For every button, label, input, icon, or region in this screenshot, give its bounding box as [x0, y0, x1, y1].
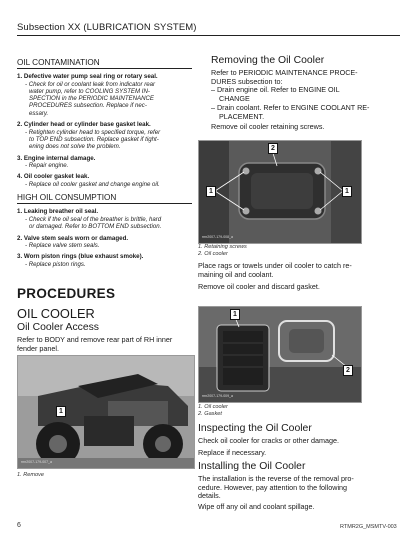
- oil-contamination-item-line: - Repair engine.: [25, 162, 69, 170]
- removing-line-2: DURES subsection to:: [211, 76, 283, 86]
- high-oil-item-title: 2. Valve stem seals worn or damaged.: [17, 234, 129, 242]
- fig1-captions: [198, 244, 247, 257]
- removing-bullet-2b: PLACEMENT.: [219, 111, 265, 121]
- oil-cooler-heading: OIL COOLER: [17, 306, 95, 321]
- installing-line-1: The installation is the reverse of the removal pro-: [198, 474, 354, 483]
- atv-callout-1: 1: [56, 406, 66, 417]
- installing-paragraph: [198, 475, 406, 512]
- oil-contamination-item: [17, 173, 192, 188]
- high-oil-item: [17, 253, 192, 268]
- mid-line-2: maining oil and coolant.: [198, 269, 274, 279]
- fig1-caption-2: 2. Oil cooler: [198, 250, 228, 257]
- removing-bullet-1b: CHANGE: [219, 94, 250, 104]
- atv-photo: [17, 355, 195, 469]
- high-oil-item-line: or damaged. Refer to BOTTOM END subsection.: [29, 223, 162, 231]
- header-rule: [17, 35, 400, 36]
- removing-paragraph: [211, 69, 401, 132]
- document-code: RTMR2G_MSMTV-003: [340, 524, 397, 530]
- mid-line-1: Place rags or towels under oil cooler to catch re-: [198, 261, 352, 270]
- fig1-callout-2: 2: [268, 143, 278, 154]
- left-column: [17, 58, 192, 272]
- inspecting-line-1: Check oil cooler for cracks or other damage.: [198, 436, 340, 445]
- removing-after: Remove oil cooler retaining screws.: [211, 122, 325, 132]
- oil-contamination-item-title: 2. Cylinder head or cylinder base gasket leak.: [17, 121, 151, 129]
- fig1-callout-1-left: 1: [206, 186, 216, 197]
- removing-bullet-1a: – Drain engine oil. Refer to ENGINE OIL: [211, 85, 340, 95]
- inspecting-heading: Inspecting the Oil Cooler: [198, 423, 312, 434]
- fig2-captions: [198, 404, 228, 417]
- fig1-caption-1: 1. Retaining screws: [198, 244, 247, 250]
- inspecting-line-2: Replace if necessary.: [198, 447, 267, 457]
- fig2-callout-1: 1: [230, 309, 240, 320]
- oil-contamination-item-line: to TOP END subsection. Replace gasket if tight-: [29, 135, 159, 143]
- page-number: 6: [17, 522, 21, 529]
- oil-contamination-item-title: 1. Defective water pump seal ring or rotary seal.: [17, 73, 158, 80]
- atv-illustration: [18, 356, 194, 468]
- high-oil-item-title: 3. Worn piston rings (blue exhaust smoke).: [17, 253, 144, 261]
- oil-contamination-item-line: - Check for oil or coolant leak from indicator rear: [25, 80, 156, 88]
- access-line-1: Refer to BODY and remove rear part of RH inner: [17, 335, 173, 344]
- oil-contamination-item-line: - Retighten cylinder head to specified torque, refer: [25, 128, 161, 136]
- access-line-2: fender panel.: [17, 343, 59, 353]
- installing-line-4: Wipe off any oil and coolant spillage.: [198, 502, 315, 512]
- oil-cooler-screws-photo: [198, 140, 362, 244]
- oil-contamination-item-line: - Replace oil cooler gasket and change engine oil.: [25, 181, 160, 189]
- oil-contamination-heading: OIL CONTAMINATION: [17, 58, 192, 69]
- fig-code-atv: rmr2007-179-007_a: [21, 460, 52, 464]
- access-paragraph: [17, 336, 195, 353]
- high-oil-item-line: - Replace piston rings.: [25, 261, 86, 269]
- fig2-caption-1: 1. Oil cooler: [198, 404, 228, 410]
- high-oil-item-line: - Replace valve stem seals.: [25, 242, 100, 250]
- oil-contamination-item-title: 3. Engine internal damage.: [17, 154, 96, 162]
- fig2-callout-2: 2: [343, 365, 353, 376]
- installing-line-3: details.: [198, 491, 221, 501]
- fig1-callout-1-right: 1: [342, 186, 352, 197]
- high-oil-item: [17, 208, 192, 230]
- fig1-code: rmr2007-179-008_a: [202, 235, 233, 239]
- high-oil-list: [17, 208, 192, 268]
- oil-contamination-item: [17, 73, 192, 117]
- mid-paragraph: [198, 262, 403, 292]
- oil-contamination-item-line: essary.: [29, 109, 49, 117]
- fig2-caption-2: 2. Gasket: [198, 410, 222, 417]
- oil-contamination-item-title: 4. Oil cooler gasket leak.: [17, 173, 90, 181]
- removing-heading: Removing the Oil Cooler: [211, 55, 325, 66]
- oil-contamination-item: [17, 121, 192, 150]
- installing-heading: Installing the Oil Cooler: [198, 461, 306, 472]
- oil-contamination-item: [17, 155, 192, 170]
- high-oil-item: [17, 235, 192, 250]
- atv-caption: 1. Remove: [17, 472, 45, 478]
- page-header: Subsection XX (LUBRICATION SYSTEM): [17, 22, 197, 33]
- oil-contamination-item-line: SPECTION in the PERIODIC MAINTENANCE: [29, 95, 154, 103]
- high-oil-heading: HIGH OIL CONSUMPTION: [17, 193, 192, 204]
- oil-cooler-access-heading: Oil Cooler Access: [17, 322, 99, 333]
- high-oil-item-line: - Check if the oil seal of the breather is brittle, hard: [25, 215, 162, 223]
- oil-contamination-list: [17, 73, 192, 188]
- installing-line-2: cedure. However, pay attention to the following: [198, 482, 348, 492]
- oil-contamination-item-line: ening does not solve the problem.: [29, 143, 121, 151]
- inspecting-paragraph: [198, 437, 403, 457]
- oil-cooler-gasket-photo: [198, 306, 362, 403]
- mid-line-3: Remove oil cooler and discard gasket.: [198, 282, 320, 292]
- procedures-heading: PROCEDURES: [17, 286, 116, 301]
- fig2-code: rmr2007-179-009_a: [202, 394, 233, 398]
- removing-bullet-2a: – Drain coolant. Refer to ENGINE COOLANT RE-: [211, 102, 370, 112]
- engine-illustration-1: [199, 141, 361, 243]
- oil-contamination-item-line: PROCEDURES subsection. Replace if nec-: [29, 102, 147, 110]
- oil-contamination-item-line: water pump, refer to COOLING SYSTEM IN-: [29, 87, 150, 95]
- engine-illustration-2: [199, 307, 361, 402]
- removing-line-1: Refer to PERIODIC MAINTENANCE PROCE-: [211, 68, 358, 77]
- high-oil-item-title: 1. Leaking breather oil seal.: [17, 208, 99, 216]
